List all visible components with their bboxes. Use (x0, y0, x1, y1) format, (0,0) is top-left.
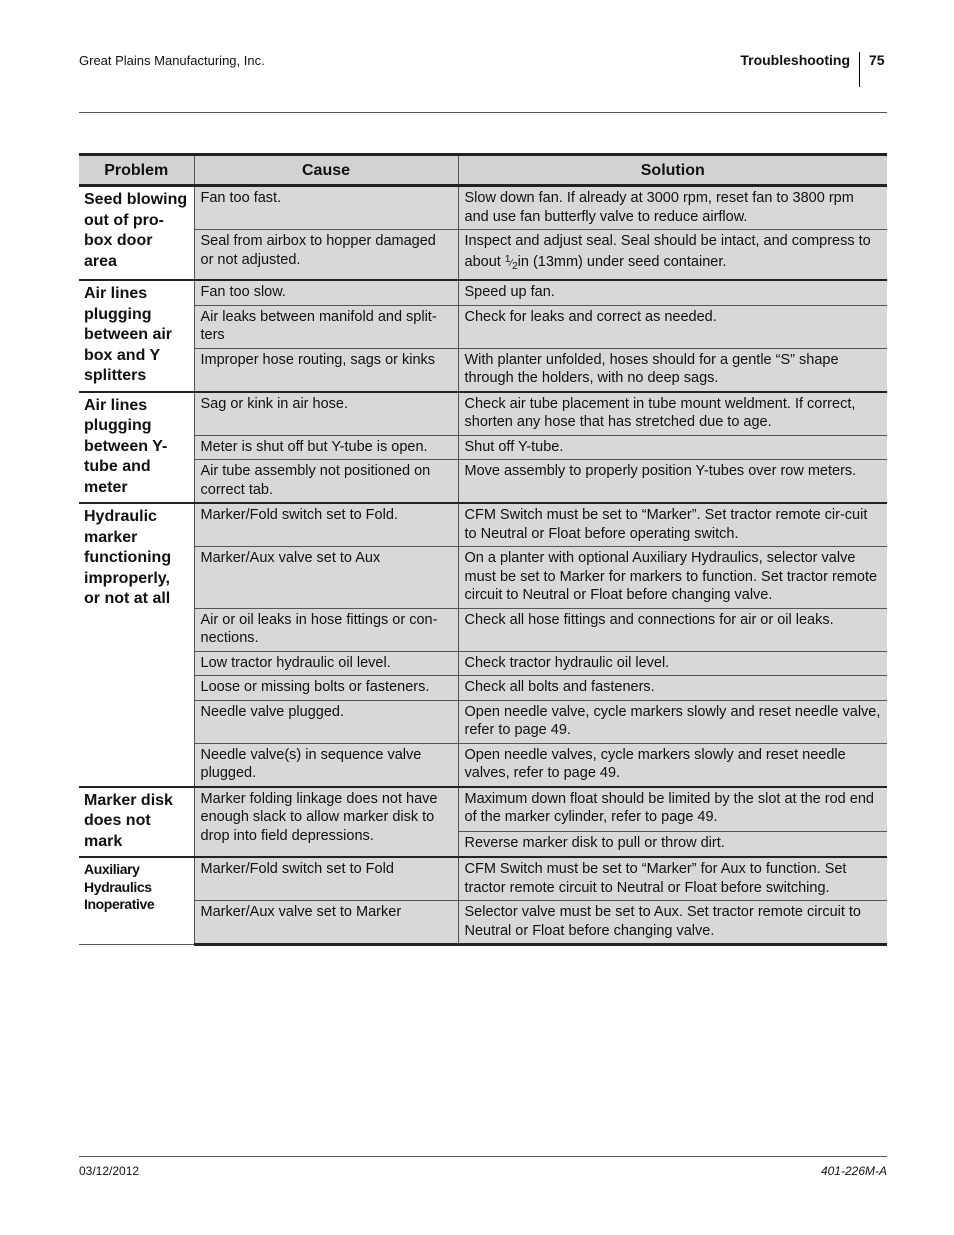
table-row (79, 230, 887, 281)
problem-cell: Auxiliary Hydraulics Inoperative (79, 857, 194, 945)
cause-cell: Loose or missing bolts or fasteners. (194, 676, 458, 701)
cause-cell: Low tractor hydraulic oil level. (194, 651, 458, 676)
solution-cell: Check for leaks and correct as needed. (458, 305, 887, 348)
cause-cell: Meter is shut off but Y-tube is open. (194, 435, 458, 460)
problem-cell: Hydraulic marker functioning improperly, or not at all (79, 503, 194, 787)
header-divider (859, 52, 860, 87)
troubleshooting-table (79, 153, 887, 946)
table-row (79, 280, 887, 305)
solution-cell: CFM Switch must be set to “Marker”. Set tractor remote cir-cuit to Neutral or Float before operating switch. (458, 503, 887, 547)
fraction: $^1⁄_2$ (504, 253, 518, 272)
table-row (79, 547, 887, 609)
solution-cell: Selector valve must be set to Aux. Set tractor remote circuit to Neutral or Float before changing valve. (458, 901, 887, 945)
table-row (79, 676, 887, 701)
table-row (79, 435, 887, 460)
solution-cell: With planter unfolded, hoses should for a gentle “S” shape through the holders, with no deep sags. (458, 348, 887, 392)
solution-cell: Check all hose fittings and connections for air or oil leaks. (458, 608, 887, 651)
table-row (79, 503, 887, 547)
solution-text: in (13mm) under seed container. (517, 253, 727, 270)
cause-cell: Seal from airbox to hopper damaged or not adjusted. (194, 230, 458, 281)
solution-cell: Check air tube placement in tube mount weldment. If correct, shorten any hose that has stretched due to age. (458, 392, 887, 436)
table-row (79, 787, 887, 832)
cause-cell: Marker/Fold switch set to Fold (194, 857, 458, 901)
problem-cell: Marker disk does not mark (79, 787, 194, 858)
cause-cell: Fan too slow. (194, 280, 458, 305)
solution-cell: Shut off Y-tube. (458, 435, 887, 460)
cause-cell: Improper hose routing, sags or kinks (194, 348, 458, 392)
table-row (79, 305, 887, 348)
section-title: Troubleshooting (740, 52, 850, 68)
table-row (79, 186, 887, 230)
cause-cell: Marker/Aux valve set to Aux (194, 547, 458, 609)
cause-cell: Fan too fast. (194, 186, 458, 230)
problem-cell: Air lines plugging between Y-tube and meter (79, 392, 194, 504)
cause-cell: Marker/Fold switch set to Fold. (194, 503, 458, 547)
solution-cell: Reverse marker disk to pull or throw dirt. (458, 831, 887, 857)
table-row (79, 857, 887, 901)
cause-cell: Air or oil leaks in hose fittings or con-nections. (194, 608, 458, 651)
table-row (79, 743, 887, 787)
table-row (79, 460, 887, 504)
problem-cell: Air lines plugging between air box and Y splitters (79, 280, 194, 392)
table-row (79, 348, 887, 392)
header-rule (79, 112, 887, 113)
table-row (79, 901, 887, 945)
column-header-problem: Problem (79, 155, 194, 186)
solution-cell: Check tractor hydraulic oil level. (458, 651, 887, 676)
cause-cell: Air tube assembly not positioned on correct tab. (194, 460, 458, 504)
fraction-denominator: 2 (512, 260, 518, 272)
solution-cell: On a planter with optional Auxiliary Hydraulics, selector valve must be set to Marker for markers to function. Set tractor remote circuit to Neutral or Float before changing valve. (458, 547, 887, 609)
solution-cell: Maximum down float should be limited by the slot at the rod end of the marker cylinder, refer to page 49. (458, 787, 887, 832)
cause-cell: Marker folding linkage does not have enough slack to allow marker disk to drop into field depressions. (194, 787, 458, 858)
page-number: 75 (869, 52, 885, 68)
solution-cell: Check all bolts and fasteners. (458, 676, 887, 701)
footer-date: 03/12/2012 (79, 1164, 140, 1178)
problem-cell: Seed blowing out of pro-box door area (79, 186, 194, 281)
cause-cell: Air leaks between manifold and split-ters (194, 305, 458, 348)
solution-cell: Open needle valves, cycle markers slowly and reset needle valves, refer to page 49. (458, 743, 887, 787)
company-name: Great Plains Manufacturing, Inc. (79, 53, 265, 68)
table-header-row (79, 155, 887, 186)
table-row (79, 651, 887, 676)
footer-rule (79, 1156, 887, 1157)
fraction-numerator: 1 (504, 253, 511, 265)
column-header-cause: Cause (194, 155, 458, 186)
solution-cell: Slow down fan. If already at 3000 rpm, reset fan to 3800 rpm and use fan butterfly valve to reduce airflow. (458, 186, 887, 230)
solution-cell: CFM Switch must be set to “Marker” for Aux to function. Set tractor remote circuit to Neutral or Float before switching. (458, 857, 887, 901)
cause-cell: Needle valve(s) in sequence valve plugged. (194, 743, 458, 787)
solution-cell: Open needle valve, cycle markers slowly and reset needle valve, refer to page 49. (458, 700, 887, 743)
solution-cell: Move assembly to properly position Y-tubes over row meters. (458, 460, 887, 504)
cause-cell: Sag or kink in air hose. (194, 392, 458, 436)
solution-cell (458, 230, 887, 281)
footer-doc-number: 401-226M-A (820, 1164, 887, 1178)
table-row (79, 392, 887, 436)
column-header-solution: Solution (458, 155, 887, 186)
table-row (79, 700, 887, 743)
solution-cell: Speed up fan. (458, 280, 887, 305)
cause-cell: Needle valve plugged. (194, 700, 458, 743)
solution-text: Inspect and adjust seal. Seal should be intact, and compress to about (464, 233, 871, 270)
cause-cell: Marker/Aux valve set to Marker (194, 901, 458, 945)
table-row (79, 608, 887, 651)
